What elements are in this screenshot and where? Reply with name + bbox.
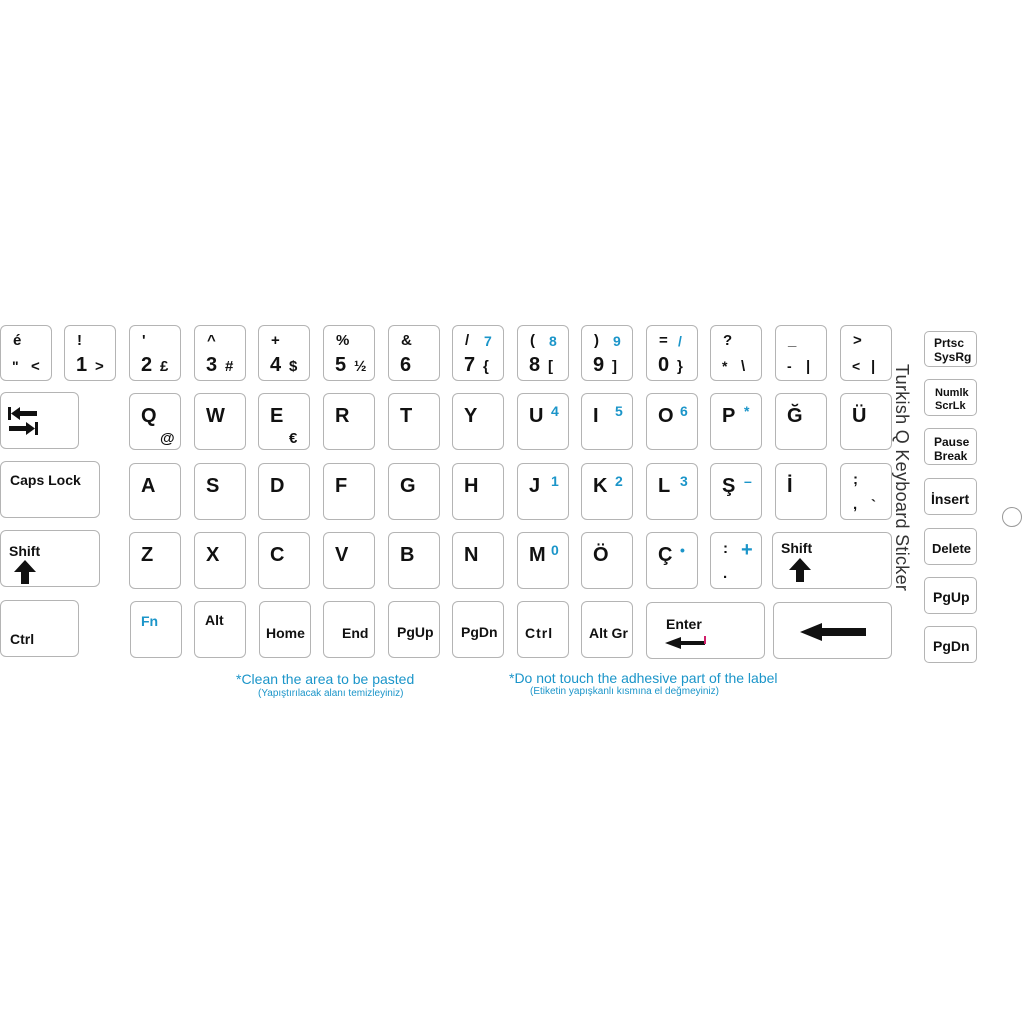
pause-label: Pause	[934, 435, 970, 449]
clean-note: *Clean the area to be pasted	[236, 671, 415, 687]
key-ç[interactable]	[646, 532, 698, 589]
key-num-9[interactable]	[581, 325, 633, 381]
pgdn-key[interactable]	[452, 601, 504, 658]
key-main-symbol: -	[787, 358, 792, 374]
key-main-symbol: 2	[141, 354, 153, 376]
key-letter: J	[529, 475, 541, 497]
key-letter: H	[464, 475, 479, 497]
end-key[interactable]	[323, 601, 375, 658]
key-ü[interactable]	[840, 393, 892, 450]
delete-label: Delete	[932, 541, 972, 556]
key-shift-symbol: '	[142, 332, 146, 349]
caps-lock-label: Caps Lock	[10, 472, 81, 488]
left-shift-key[interactable]	[0, 530, 100, 587]
sticker-title: Turkish Q Keyboard Sticker	[892, 364, 912, 592]
insert-label: İnsert	[931, 491, 970, 507]
enter-label: Enter	[666, 616, 702, 632]
key-altgr-symbol: ½	[354, 358, 367, 375]
key-num-10[interactable]	[646, 325, 698, 381]
key-n[interactable]	[452, 532, 504, 589]
key-b[interactable]	[388, 532, 440, 589]
key-sym[interactable]	[710, 532, 762, 589]
key-q[interactable]	[129, 393, 181, 450]
pgup-key[interactable]	[388, 601, 440, 658]
right-ctrl-label: Ctrl	[525, 625, 554, 641]
key-main-symbol: .	[723, 565, 728, 582]
key-letter: K	[593, 475, 608, 497]
key-numpad-symbol: •	[680, 542, 685, 558]
key-altgr-symbol: ]	[612, 358, 617, 375]
key-num-12[interactable]	[775, 325, 827, 381]
prtsc-key[interactable]	[924, 331, 977, 367]
key-shift-symbol: é	[13, 332, 22, 349]
key-altgr-symbol: <	[31, 358, 40, 375]
key-shift-symbol: (	[530, 332, 535, 349]
key-letter: Y	[464, 405, 478, 427]
key-r[interactable]	[323, 393, 375, 450]
backspace-arrow-icon	[800, 623, 866, 641]
key-letter: U	[529, 405, 544, 427]
key-letter: F	[335, 475, 348, 497]
prtsc-label: Prtsc	[934, 336, 965, 350]
key-numpad-symbol: 3	[680, 473, 688, 489]
key-ş[interactable]	[710, 463, 762, 520]
left-ctrl-key[interactable]	[0, 600, 79, 657]
key-altgr-symbol: [	[548, 358, 553, 375]
key-letter: T	[400, 405, 413, 427]
key-num-11[interactable]	[710, 325, 762, 381]
key-numpad-symbol: 1	[551, 473, 559, 489]
key-numpad-symbol: +	[741, 539, 753, 561]
end-label: End	[342, 625, 369, 641]
key-shift-symbol: +	[271, 332, 280, 349]
shift-arrow-icon	[789, 558, 811, 582]
key-letter: G	[400, 475, 416, 497]
key-v[interactable]	[323, 532, 375, 589]
key-i[interactable]	[775, 463, 827, 520]
key-ğ[interactable]	[775, 393, 827, 450]
side-pgup-label: PgUp	[933, 589, 970, 605]
key-main-symbol: <	[852, 358, 861, 374]
pgdn-label: PgDn	[461, 624, 498, 640]
key-shift-symbol: >	[853, 332, 862, 349]
key-letter: P	[722, 405, 736, 427]
key-main-symbol: 7	[464, 354, 476, 376]
shift-arrow-icon	[14, 560, 36, 584]
key-letter: S	[206, 475, 220, 497]
key-main-symbol: ,	[853, 496, 858, 513]
punch-hole	[1002, 507, 1022, 527]
key-num-4[interactable]	[258, 325, 310, 381]
key-num-2[interactable]	[129, 325, 181, 381]
tab-arrows-icon	[7, 405, 39, 437]
key-letter: C	[270, 544, 285, 566]
key-altgr-symbol: {	[483, 358, 489, 375]
key-shift-symbol: ;	[853, 471, 858, 488]
key-numpad-symbol: 0	[551, 542, 559, 558]
key-h[interactable]	[452, 463, 504, 520]
key-numpad-symbol: *	[744, 403, 750, 419]
key-shift-symbol: ^	[207, 332, 216, 349]
key-letter: Ö	[593, 544, 609, 566]
key-numpad-symbol: 9	[613, 333, 621, 349]
enter-arrow-icon	[665, 635, 709, 647]
sysrg-label: SysRg	[934, 350, 972, 364]
key-main-symbol: 1	[76, 354, 88, 376]
key-l[interactable]	[646, 463, 698, 520]
key-letter: Ç	[658, 544, 673, 566]
key-shift-symbol: ?	[723, 332, 733, 349]
key-num-13[interactable]	[840, 325, 892, 381]
key-numpad-symbol: 5	[615, 403, 623, 419]
enter-key[interactable]	[646, 602, 765, 659]
key-a[interactable]	[129, 463, 181, 520]
key-c[interactable]	[258, 532, 310, 589]
key-altgr-symbol: |	[806, 358, 811, 375]
key-ö[interactable]	[581, 532, 633, 589]
key-altgr-symbol: `	[871, 497, 876, 514]
key-g[interactable]	[388, 463, 440, 520]
touch-note: *Do not touch the adhesive part of the label	[509, 670, 778, 686]
key-numpad-symbol: /	[678, 333, 682, 349]
key-altgr-symbol: \	[741, 358, 746, 375]
key-o[interactable]	[646, 393, 698, 450]
alt-label: Alt	[205, 612, 224, 628]
key-x[interactable]	[194, 532, 246, 589]
key-j[interactable]	[517, 463, 569, 520]
alt-key[interactable]	[194, 601, 246, 658]
key-num-5[interactable]	[323, 325, 375, 381]
key-letter: Ş	[722, 475, 736, 497]
key-altgr-symbol: £	[160, 358, 169, 375]
insert-key[interactable]	[924, 478, 977, 515]
home-key[interactable]	[259, 601, 311, 658]
key-letter: X	[206, 544, 220, 566]
key-letter: E	[270, 405, 284, 427]
fn-label: Fn	[141, 613, 159, 629]
pgup-label: PgUp	[397, 624, 434, 640]
key-letter: N	[464, 544, 479, 566]
key-e[interactable]	[258, 393, 310, 450]
key-numpad-symbol: 4	[551, 403, 559, 419]
home-label: Home	[266, 625, 305, 641]
key-num-3[interactable]	[194, 325, 246, 381]
backspace-key[interactable]	[773, 602, 892, 659]
key-main-symbol: *	[722, 358, 728, 374]
key-letter: O	[658, 405, 674, 427]
key-k[interactable]	[581, 463, 633, 520]
key-num-1[interactable]	[64, 325, 116, 381]
touch-note-tr: (Etiketin yapışkanlı kısmına el değmeyiniz)	[530, 686, 719, 697]
key-altgr-symbol: #	[225, 358, 234, 375]
key-letter: R	[335, 405, 350, 427]
key-letter: İ	[787, 475, 793, 497]
key-i[interactable]	[581, 393, 633, 450]
key-numpad-symbol: 7	[484, 333, 492, 349]
key-shift-symbol: !	[77, 332, 82, 349]
key-z[interactable]	[129, 532, 181, 589]
key-main-symbol: 3	[206, 354, 218, 376]
fn-key[interactable]	[130, 601, 182, 658]
key-sym[interactable]	[840, 463, 892, 520]
caps-lock-key[interactable]	[0, 461, 100, 518]
key-altgr-symbol: @	[160, 430, 175, 447]
key-letter: D	[270, 475, 285, 497]
key-num-0[interactable]	[0, 325, 52, 381]
key-letter: I	[593, 405, 599, 427]
break-label: Break	[934, 449, 968, 463]
key-numpad-symbol: 8	[549, 333, 557, 349]
key-letter: M	[529, 544, 546, 566]
tab-key[interactable]	[0, 392, 79, 449]
ctrl-label: Ctrl	[10, 631, 35, 647]
key-letter: Ü	[852, 405, 867, 427]
key-shift-symbol: )	[594, 332, 599, 349]
right-ctrl-key[interactable]	[517, 601, 569, 658]
key-altgr-symbol: $	[289, 358, 298, 375]
numlk-key[interactable]	[924, 379, 977, 416]
side-pgdn-label: PgDn	[933, 638, 970, 654]
key-p[interactable]	[710, 393, 762, 450]
clean-note-tr: (Yapıştırılacak alanı temizleyiniz)	[258, 688, 404, 699]
key-m[interactable]	[517, 532, 569, 589]
key-shift-symbol: /	[465, 332, 470, 349]
scrlk-label: ScrLk	[935, 400, 966, 412]
key-f[interactable]	[323, 463, 375, 520]
key-d[interactable]	[258, 463, 310, 520]
key-letter: Ğ	[787, 405, 803, 427]
key-altgr-symbol: |	[871, 358, 876, 375]
key-s[interactable]	[194, 463, 246, 520]
key-numpad-symbol: 6	[680, 403, 688, 419]
key-y[interactable]	[452, 393, 504, 450]
key-numpad-symbol: –	[744, 473, 752, 489]
key-shift-symbol: _	[788, 332, 797, 349]
key-shift-symbol: %	[336, 332, 350, 349]
right-shift-key[interactable]	[772, 532, 892, 589]
delete-key[interactable]	[924, 528, 977, 565]
key-altgr-symbol: }	[677, 358, 683, 375]
key-letter: L	[658, 475, 671, 497]
key-main-symbol: 8	[529, 354, 541, 376]
key-num-6[interactable]	[388, 325, 440, 381]
side-pgup-key[interactable]	[924, 577, 977, 614]
key-letter: W	[206, 405, 225, 427]
key-shift-symbol: :	[723, 540, 728, 557]
key-letter: V	[335, 544, 349, 566]
key-letter: A	[141, 475, 156, 497]
key-numpad-symbol: 2	[615, 473, 623, 489]
key-main-symbol: 9	[593, 354, 605, 376]
key-letter: Z	[141, 544, 154, 566]
key-shift-symbol: &	[401, 332, 412, 349]
side-pgdn-key[interactable]	[924, 626, 977, 663]
key-altgr-symbol: €	[289, 430, 298, 447]
key-shift-symbol: =	[659, 332, 668, 349]
numlk-label: Numlk	[935, 387, 969, 399]
key-main-symbol: 4	[270, 354, 282, 376]
alt-gr-label: Alt Gr	[589, 625, 628, 641]
key-w[interactable]	[194, 393, 246, 450]
key-num-7[interactable]	[452, 325, 504, 381]
key-main-symbol: 5	[335, 354, 347, 376]
key-letter: B	[400, 544, 415, 566]
key-u[interactable]	[517, 393, 569, 450]
key-letter: Q	[141, 405, 157, 427]
alt-gr-key[interactable]	[581, 601, 633, 658]
key-main-symbol: 0	[658, 354, 670, 376]
right-shift-label: Shift	[781, 540, 813, 556]
key-main-symbol: 6	[400, 354, 412, 376]
key-num-8[interactable]	[517, 325, 569, 381]
key-altgr-symbol: >	[95, 358, 104, 375]
key-t[interactable]	[388, 393, 440, 450]
pause-key[interactable]	[924, 428, 977, 465]
left-shift-label: Shift	[9, 543, 41, 559]
key-main-symbol: "	[12, 358, 19, 374]
